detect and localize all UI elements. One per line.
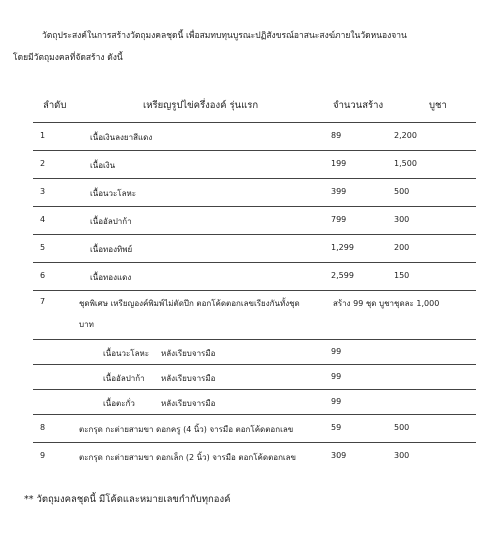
sub-item-name: เนื้อนวะโลหะ — [103, 349, 150, 358]
special-set-description: ชุดพิเศษ เหรียญองค์พิมพ์ไม่ตัดปีก ตอกโค้ดตอกเลขเรียงกันทั้งชุด — [79, 299, 300, 308]
sub-item-name: เนื้อตะกั่ว — [103, 399, 135, 408]
sub-item-qty: 99 — [331, 347, 342, 356]
row-price: 300 — [394, 215, 410, 224]
row-no: 3 — [40, 187, 46, 196]
footnote: ** วัตถุมงคลชุดนี้ มีโค้ดและหมายเลขกำกับทุกองค์ — [24, 494, 231, 505]
row-item: ตะกรุด กะต่ายสามขา ดอกเล็ก (2 นิ้ว) จารมือ ตอกโค้ดตอกเลข — [79, 453, 297, 462]
row-item: ตะกรุด กะต่ายสามขา ดอกครู (4 นิ้ว) จารมือ ตอกโค้ดตอกเลข — [79, 425, 294, 434]
table-row — [33, 263, 476, 291]
table-row — [33, 415, 476, 443]
row-item: เนื้ออัลปาก้า — [90, 217, 132, 226]
row-no: 1 — [40, 131, 46, 140]
special-sub-row — [33, 365, 476, 390]
row-no: 4 — [40, 215, 46, 224]
special-set-unit: บาท — [79, 320, 94, 329]
table-row — [33, 235, 476, 263]
row-price: 200 — [394, 243, 410, 252]
table-row — [33, 151, 476, 179]
row-no: 6 — [40, 271, 46, 280]
row-no: 9 — [40, 451, 46, 460]
special-sub-row — [33, 340, 476, 365]
row-price: 500 — [394, 423, 410, 432]
row-qty: 309 — [331, 451, 347, 460]
table-row — [33, 122, 476, 151]
row-no: 7 — [40, 297, 46, 306]
row-no: 2 — [40, 159, 46, 168]
row-item: เนื้อนวะโลหะ — [90, 189, 137, 198]
amulet-table — [33, 96, 476, 470]
row-no: 8 — [40, 423, 46, 432]
row-item: เนื้อทองทิพย์ — [90, 245, 133, 254]
header-qty: จำนวนสร้าง — [333, 100, 384, 111]
sub-item-note: หลังเรียบจารมือ — [161, 374, 216, 383]
row-item: เนื้อเงิน — [90, 161, 116, 170]
table-header — [33, 96, 476, 122]
sub-item-qty: 99 — [331, 397, 342, 406]
row-qty: 2,599 — [331, 271, 354, 280]
special-set-row — [33, 291, 476, 340]
intro-line-2: โดยมีวัตถุมงคลที่จัดสร้าง ดังนี้ — [13, 53, 123, 63]
header-item: เหรียญรูปไข่ครึ่งองค์ รุ่นแรก — [143, 100, 259, 111]
table-row — [33, 179, 476, 207]
special-sub-row — [33, 390, 476, 415]
row-qty: 1,299 — [331, 243, 354, 252]
row-qty: 199 — [331, 159, 347, 168]
row-item: เนื้อเงินลงยาสีแดง — [90, 133, 153, 142]
header-price: บูชา — [429, 100, 447, 111]
row-price: 500 — [394, 187, 410, 196]
table-row — [33, 207, 476, 235]
sub-item-name: เนื้ออัลปาก้า — [103, 374, 145, 383]
sub-item-note: หลังเรียบจารมือ — [161, 399, 216, 408]
sub-item-qty: 99 — [331, 372, 342, 381]
row-price: 2,200 — [394, 131, 417, 140]
header-no: ลำดับ — [43, 100, 67, 111]
row-qty: 59 — [331, 423, 342, 432]
row-qty: 799 — [331, 215, 347, 224]
row-price: 150 — [394, 271, 410, 280]
row-price: 300 — [394, 451, 410, 460]
row-price: 1,500 — [394, 159, 417, 168]
intro-line-1: วัตถุประสงค์ในการสร้างวัตถุมงคลชุดนี้ เพื่อสมทบทุนบูรณะปฏิสังขรณ์อาสนะสงฆ์ภายในวัดหนองจาน — [42, 31, 407, 41]
table-row — [33, 443, 476, 470]
row-qty: 89 — [331, 131, 342, 140]
sub-item-note: หลังเรียบจารมือ — [161, 349, 216, 358]
row-qty: 399 — [331, 187, 347, 196]
row-no: 5 — [40, 243, 46, 252]
special-set-quantity-price: สร้าง 99 ชุด บูชาชุดละ 1,000 — [333, 299, 440, 308]
row-item: เนื้อทองแดง — [90, 273, 132, 282]
